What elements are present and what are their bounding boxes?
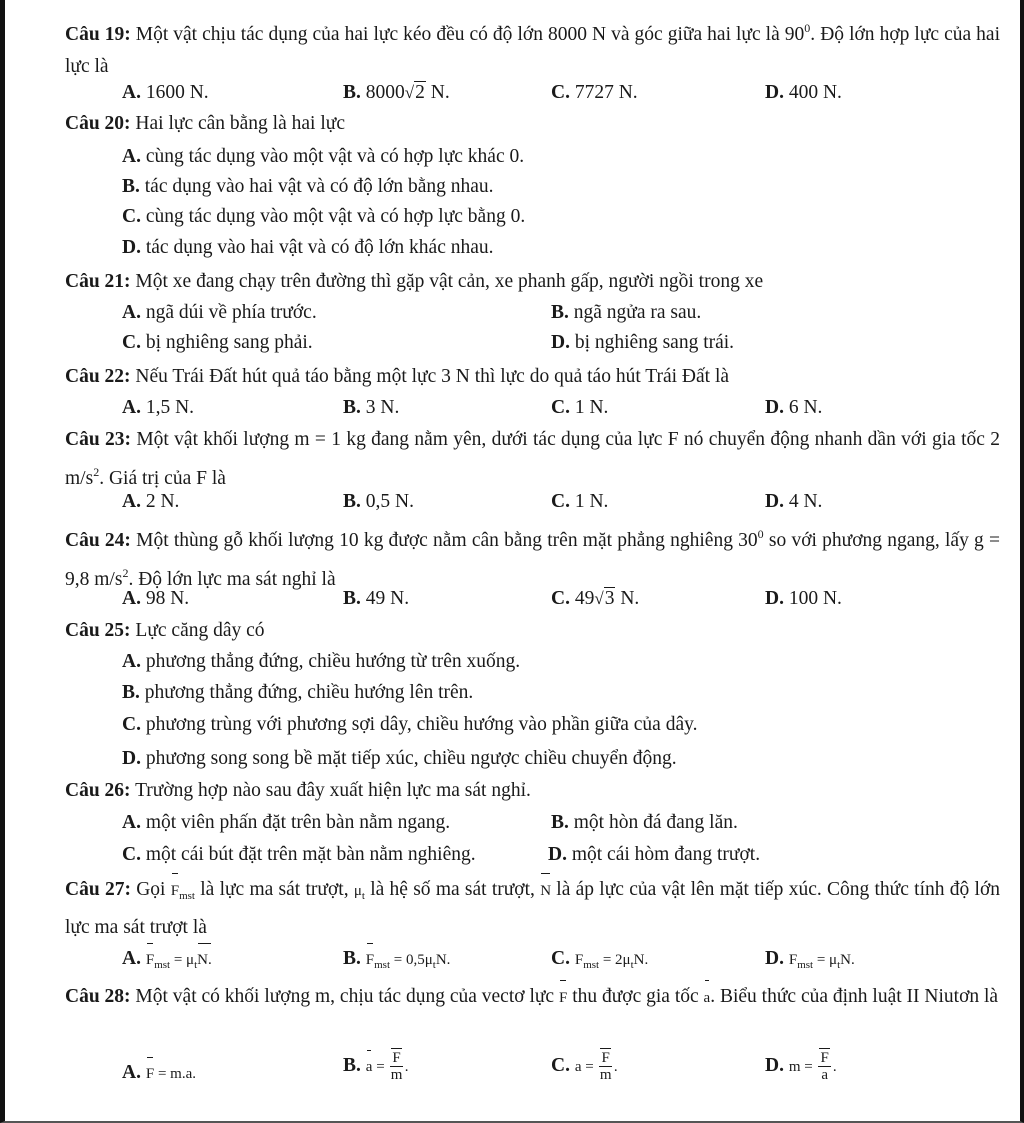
- question-text: Một xe đang chạy trên đường thì gặp vật cản, xe phanh gấp, người ngồi trong xe: [135, 271, 764, 292]
- option-label: D.: [551, 332, 570, 353]
- question-text: Một vật có khối lượng m, chịu tác dụng của vectơ lực: [135, 986, 555, 1007]
- option-label: C.: [122, 332, 141, 353]
- option-label: A.: [122, 588, 141, 609]
- question-text: thu được gia tốc: [567, 986, 699, 1007]
- option-text: cùng tác dụng vào một vật và có hợp lực khác 0.: [145, 146, 525, 167]
- option-label: C.: [551, 1054, 570, 1076]
- option-c[interactable]: [551, 487, 608, 517]
- option-label: C.: [551, 82, 570, 103]
- denominator: m: [390, 1067, 403, 1083]
- option-text: 1 N.: [574, 397, 609, 418]
- option-b[interactable]: [343, 487, 414, 517]
- option-a[interactable]: [122, 584, 189, 614]
- option-d[interactable]: [548, 840, 760, 870]
- option-label: D.: [765, 397, 784, 418]
- option-label: A.: [122, 491, 141, 512]
- option-b[interactable]: [343, 1050, 409, 1083]
- option-b[interactable]: [551, 298, 701, 328]
- question-text: so với phương ngang, lấy g = 9,8 m/s: [65, 530, 1001, 590]
- subscript: mst: [797, 959, 814, 971]
- option-label: A.: [122, 397, 141, 418]
- degree-sup: 0: [804, 21, 811, 35]
- question-25: [65, 615, 1000, 647]
- option-label: C.: [551, 588, 570, 609]
- option-label: D.: [765, 588, 784, 609]
- option-label: B.: [343, 948, 361, 969]
- fraction: [599, 1050, 611, 1083]
- option-text: 100 N.: [788, 588, 842, 609]
- option-d[interactable]: [765, 944, 855, 980]
- option-text: tác dụng vào hai vật và có độ lớn khác nhau.: [145, 237, 494, 258]
- option-d[interactable]: [765, 487, 822, 517]
- subscript: mst: [374, 959, 391, 971]
- question-text: là áp lực của vật lên mặt tiếp xúc. Công thức tính độ lớn lực ma sát trượt là: [65, 879, 1001, 938]
- question-label: Câu 24:: [65, 530, 131, 551]
- option-d[interactable]: [551, 328, 734, 358]
- option-a[interactable]: [122, 142, 524, 172]
- option-b[interactable]: [343, 78, 450, 108]
- option-a[interactable]: [122, 298, 317, 328]
- option-text: ngã dúi về phía trước.: [145, 302, 317, 323]
- subscript: mst: [154, 959, 171, 971]
- option-label: C.: [122, 206, 141, 227]
- option-text: bị nghiêng sang trái.: [574, 332, 735, 353]
- normal-force-symbol: N: [540, 875, 551, 907]
- option-text: 7727 N.: [574, 82, 638, 103]
- subscript: t: [361, 890, 365, 902]
- option-text: 4 N.: [788, 491, 823, 512]
- option-label: B.: [343, 397, 361, 418]
- option-b[interactable]: [343, 393, 399, 423]
- option-d[interactable]: [765, 584, 842, 614]
- option-text: 2 N.: [145, 491, 180, 512]
- formula-text: N.: [840, 952, 855, 968]
- option-text: tác dụng vào hai vật và có độ lớn bằng nhau.: [144, 176, 494, 197]
- question-label: Câu 20:: [65, 113, 131, 134]
- exponent-sup: 2: [93, 465, 100, 479]
- option-text: một cái hòm đang trượt.: [571, 844, 761, 865]
- question-text: Lực căng dây có: [135, 620, 265, 641]
- force-symbol: F: [574, 952, 584, 968]
- option-label: B.: [122, 176, 140, 197]
- option-text: 0,5 N.: [365, 491, 414, 512]
- option-text: N.: [615, 588, 640, 609]
- option-label: C.: [551, 491, 570, 512]
- fraction: [390, 1050, 402, 1083]
- period: .: [832, 1058, 837, 1075]
- subscript: t: [194, 959, 198, 971]
- subscript: mst: [179, 890, 195, 902]
- question-27: [65, 874, 1000, 944]
- question-26: [65, 775, 1000, 807]
- option-text: 49 N.: [365, 588, 410, 609]
- question-text: . Độ lớn hợp lực của hai lực là: [65, 24, 1001, 77]
- option-b[interactable]: [551, 808, 738, 838]
- option-d[interactable]: [765, 1050, 837, 1083]
- option-b[interactable]: [343, 584, 409, 614]
- option-label: B.: [551, 812, 569, 833]
- option-text: 1 N.: [574, 491, 609, 512]
- question-23: [65, 424, 1000, 495]
- mu-symbol: μ: [353, 883, 362, 899]
- option-b[interactable]: [343, 944, 450, 980]
- option-label: B.: [343, 491, 361, 512]
- option-a[interactable]: [122, 808, 450, 838]
- option-label: A.: [122, 651, 141, 672]
- option-c[interactable]: [551, 78, 638, 108]
- formula-text: = 0,5μ: [390, 952, 433, 968]
- question-label: Câu 25:: [65, 620, 131, 641]
- option-text: một cái bút đặt trên mặt bàn nằm nghiêng.: [145, 844, 476, 865]
- question-label: Câu 22:: [65, 366, 131, 387]
- numerator: F: [820, 1050, 829, 1066]
- option-label: C.: [551, 397, 570, 418]
- question-text: . Biểu thức của định luật II Niutơn là: [710, 986, 999, 1007]
- numerator: F: [601, 1050, 610, 1066]
- subscript: mst: [583, 959, 600, 971]
- option-text: phương thẳng đứng, chiều hướng lên trên.: [144, 682, 474, 703]
- option-label: D.: [765, 82, 784, 103]
- question-text: Một vật chịu tác dụng của hai lực kéo đều có độ lớn 8000 N và góc giữa hai lực là 90: [135, 24, 805, 45]
- period: .: [613, 1058, 618, 1075]
- option-c[interactable]: [551, 1050, 618, 1083]
- option-text: phương song song bề mặt tiếp xúc, chiều ngược chiều chuyển động.: [145, 748, 677, 769]
- option-c[interactable]: [551, 944, 648, 980]
- option-text: 49: [574, 588, 595, 609]
- option-b[interactable]: [122, 172, 494, 202]
- equals-sign: =: [372, 1058, 389, 1075]
- subscript: t: [432, 959, 436, 971]
- option-label: C.: [122, 844, 141, 865]
- question-text: . Giá trị của F là: [99, 468, 226, 489]
- acceleration-vector-symbol: a: [704, 982, 711, 1014]
- option-label: A.: [122, 302, 141, 323]
- option-c[interactable]: [122, 202, 525, 232]
- question-text: là lực ma sát trượt,: [194, 879, 349, 900]
- question-label: Câu 21:: [65, 271, 131, 292]
- option-label: B.: [343, 82, 361, 103]
- mass-symbol: m: [788, 1058, 801, 1075]
- option-label: B.: [122, 682, 140, 703]
- question-text: Gọi: [136, 879, 166, 900]
- option-label: C.: [551, 948, 570, 969]
- option-label: A.: [122, 1062, 141, 1083]
- subscript: t: [630, 959, 634, 971]
- question-label: Câu 19:: [65, 24, 131, 45]
- option-label: C.: [122, 714, 141, 735]
- option-label: D.: [122, 237, 141, 258]
- numerator: F: [392, 1050, 401, 1066]
- question-24: [65, 518, 1000, 596]
- question-text: Một thùng gỗ khối lượng 10 kg được nằm cân bằng trên mặt phẳng nghiêng 30: [136, 530, 758, 551]
- exponent-sup: 2: [122, 566, 129, 580]
- option-label: D.: [765, 1054, 784, 1076]
- question-22: [65, 361, 1000, 393]
- formula-text: = 2μ: [599, 952, 631, 968]
- equals-sign: =: [800, 1058, 817, 1075]
- denominator: a: [821, 1067, 828, 1083]
- question-19: [65, 12, 1000, 83]
- option-c[interactable]: [551, 393, 608, 423]
- force-vector-symbol: F: [559, 982, 567, 1014]
- radicand: 3: [604, 588, 615, 609]
- acceleration-vector-symbol: a: [366, 1052, 373, 1082]
- option-text: ngã ngửa ra sau.: [573, 302, 702, 323]
- question-label: Câu 26:: [65, 780, 131, 801]
- equals-sign: =: [581, 1058, 598, 1075]
- option-text: 6 N.: [788, 397, 823, 418]
- subscript: t: [837, 959, 841, 971]
- question-text: là hệ số ma sát trượt,: [364, 879, 535, 900]
- question-text: Trường hợp nào sau đây xuất hiện lực ma sát nghỉ.: [135, 780, 531, 801]
- formula-text: N.: [435, 952, 451, 968]
- degree-sup: 0: [757, 527, 764, 541]
- question-28: [65, 981, 1000, 1014]
- question-20: [65, 108, 1000, 140]
- option-a[interactable]: [122, 647, 520, 677]
- option-c[interactable]: [551, 584, 639, 614]
- option-a[interactable]: [122, 944, 212, 980]
- option-text: 400 N.: [788, 82, 842, 103]
- question-label: Câu 28:: [65, 986, 131, 1007]
- formula-text: N.: [633, 952, 649, 968]
- option-text: cùng tác dụng vào một vật và có hợp lực bằng 0.: [145, 206, 526, 227]
- option-label: A.: [122, 948, 141, 969]
- option-text: 8000: [365, 82, 405, 103]
- option-text: phương thẳng đứng, chiều hướng từ trên xuống.: [145, 651, 521, 672]
- option-c[interactable]: [122, 710, 697, 740]
- option-c[interactable]: [122, 328, 313, 358]
- option-label: A.: [122, 82, 141, 103]
- sqrt-symbol: √3: [594, 588, 615, 609]
- question-text: . Độ lớn lực ma sát nghỉ là: [128, 569, 336, 590]
- question-label: Câu 27:: [65, 879, 131, 900]
- formula-text: N.: [197, 945, 212, 975]
- option-d[interactable]: [765, 78, 842, 108]
- formula-text: = μ: [170, 952, 195, 968]
- option-a[interactable]: [122, 1058, 196, 1089]
- sqrt-symbol: √2: [404, 82, 425, 103]
- option-label: B.: [343, 588, 361, 609]
- force-vector-symbol: F: [171, 875, 179, 907]
- question-text: Nếu Trái Đất hút quả táo bằng một lực 3 N thì lực do quả táo hút Trái Đất là: [135, 366, 730, 387]
- acceleration-symbol: a: [574, 1058, 582, 1075]
- force-vector-symbol: F: [146, 1059, 154, 1089]
- formula-text: = m.a.: [154, 1066, 196, 1082]
- option-label: D.: [122, 748, 141, 769]
- denominator: m: [599, 1067, 612, 1083]
- option-label: D.: [765, 948, 784, 969]
- option-text: một hòn đá đang lăn.: [573, 812, 738, 833]
- option-a[interactable]: [122, 393, 194, 423]
- option-label: B.: [343, 1054, 361, 1076]
- option-label: D.: [765, 491, 784, 512]
- period: .: [404, 1058, 409, 1075]
- radicand: 2: [415, 82, 425, 103]
- formula-text: = μ: [813, 952, 838, 968]
- option-b[interactable]: [122, 678, 473, 708]
- force-symbol: F: [788, 952, 798, 968]
- option-text: bị nghiêng sang phải.: [145, 332, 313, 353]
- option-text: 1600 N.: [145, 82, 209, 103]
- force-vector-symbol: F: [366, 945, 374, 975]
- option-d[interactable]: [122, 233, 494, 263]
- option-label: A.: [122, 812, 141, 833]
- option-a[interactable]: [122, 487, 179, 517]
- option-d[interactable]: [765, 393, 822, 423]
- option-label: B.: [551, 302, 569, 323]
- option-label: A.: [122, 146, 141, 167]
- option-text: 98 N.: [145, 588, 190, 609]
- question-label: Câu 23:: [65, 429, 131, 450]
- question-21: [65, 266, 1000, 298]
- option-text: một viên phấn đặt trên bàn nằm ngang.: [145, 812, 451, 833]
- option-text: 3 N.: [365, 397, 400, 418]
- option-text: N.: [425, 82, 450, 103]
- question-text: Một vật khối lượng m = 1 kg đang nằm yên, dưới tác dụng của lực F nó chuyển động nhanh dần với gia tốc 2 m/s: [65, 429, 1000, 489]
- force-vector-symbol: F: [146, 945, 154, 975]
- question-text: Hai lực cân bằng là hai lực: [135, 113, 345, 134]
- option-text: phương trùng với phương sợi dây, chiều hướng vào phần giữa của dây.: [145, 714, 698, 735]
- option-label: D.: [548, 844, 567, 865]
- fraction: [818, 1050, 830, 1083]
- option-c[interactable]: [122, 840, 476, 870]
- option-text: 1,5 N.: [145, 397, 195, 418]
- option-a[interactable]: [122, 78, 209, 108]
- option-d[interactable]: [122, 744, 677, 774]
